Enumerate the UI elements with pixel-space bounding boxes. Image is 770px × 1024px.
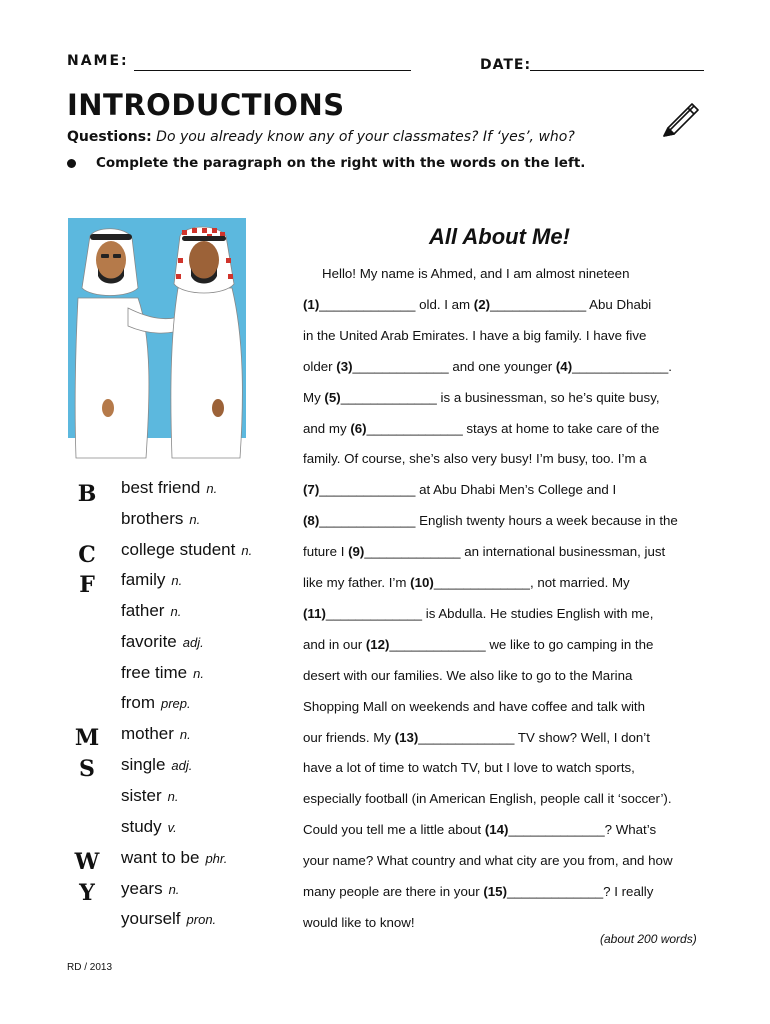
word-bank-item: favorite adj. — [121, 632, 204, 651]
paragraph-line — [303, 513, 678, 528]
instruction-text: Complete the paragraph on the right with the words on the left. — [96, 155, 586, 171]
blank-number: (9) — [348, 544, 365, 560]
blank-number: (2) — [473, 296, 491, 312]
blank-number: (3) — [336, 358, 353, 374]
paragraph-text: Shopping Mall on weekends and have coffee and talk with — [303, 698, 646, 714]
paragraph-text: Hello! My name is Ahmed, and I am almost nineteen — [322, 266, 630, 281]
paragraph-line — [303, 730, 650, 745]
paragraph-line — [303, 390, 660, 405]
word-bank-item: study v. — [121, 817, 177, 836]
paragraph-line — [303, 637, 653, 652]
two-men-illustration — [68, 218, 246, 471]
paragraph-text: _____________ TV show? Well, I don’t — [418, 729, 650, 745]
bullet-icon — [67, 159, 76, 168]
paragraph-text: future I — [303, 544, 349, 560]
paragraph-text: your name? What country and what city are you from, and how — [303, 853, 673, 869]
paragraph-line — [303, 451, 647, 466]
paragraph-line — [303, 853, 673, 868]
blank-number: (10) — [410, 575, 434, 590]
blank-number: (7) — [303, 482, 320, 498]
paragraph-title: All About Me! — [429, 224, 570, 249]
name-field-line[interactable] — [134, 70, 411, 71]
name-label: NAME: — [67, 53, 129, 69]
paragraph-text: desert with our families. We also like to go to the Marina — [303, 667, 633, 683]
paragraph-line — [303, 482, 616, 497]
paragraph-line — [303, 421, 659, 436]
letter-s: S — [79, 756, 95, 782]
word-bank-item: family n. — [121, 570, 183, 589]
word-bank-item: from prep. — [121, 693, 191, 712]
paragraph-text: _____________ is Abdulla. He studies English with me, — [325, 605, 654, 621]
paragraph-text: older — [303, 358, 337, 374]
word-bank-item: want to be phr. — [121, 848, 228, 867]
paragraph-line — [303, 699, 645, 714]
footer-credit: RD / 2013 — [67, 962, 113, 973]
paragraph-line — [303, 884, 653, 899]
blank-number: (4) — [555, 358, 573, 374]
paragraph-text: My — [303, 389, 325, 405]
blank-number: (11) — [303, 605, 326, 621]
blank-number: (12) — [365, 636, 390, 652]
paragraph-line — [303, 328, 646, 343]
paragraph-line — [303, 544, 665, 559]
paragraph-text: _____________ Abu Dhabi — [490, 296, 652, 312]
paragraph-line — [303, 915, 415, 930]
questions-label: Questions: — [67, 129, 152, 145]
paragraph-line — [303, 575, 630, 590]
paragraph-text: _____________ an international businessman, just — [364, 544, 666, 560]
paragraph-text: and in our — [303, 636, 366, 652]
paragraph-text: _____________? I really — [507, 884, 654, 899]
paragraph-line — [303, 668, 632, 683]
paragraph-text: _____________. — [572, 358, 672, 374]
paragraph-line — [303, 791, 672, 806]
date-field-line[interactable] — [530, 70, 704, 71]
blank-number: (6) — [350, 420, 367, 436]
letter-m: M — [74, 725, 100, 751]
paragraph-text: _____________, not married. My — [433, 575, 630, 590]
paragraph-text: and my — [303, 420, 351, 436]
paragraph-text: especially football (in American English, people call it ‘soccer’). — [303, 791, 672, 807]
paragraph-line — [303, 606, 653, 621]
letter-y: Y — [79, 880, 95, 906]
page-title: INTRODUCTIONS — [67, 88, 345, 122]
paragraph-text: _____________ is a businessman, so he’s quite busy, — [340, 389, 660, 405]
paragraph-text: like my father. I’m — [303, 575, 411, 590]
word-bank-item: best friend n. — [121, 478, 218, 497]
word-bank-item: single adj. — [121, 755, 193, 774]
paragraph-text: _____________ and one younger — [352, 358, 556, 374]
paragraph-text: _____________ stays at home to take care of the — [366, 420, 660, 436]
word-bank-item: years n. — [121, 879, 180, 898]
paragraph-text: family. Of course, she’s also very busy! I’m busy, too. I’m a — [303, 451, 647, 467]
date-label: DATE: — [480, 57, 532, 73]
letter-f: F — [79, 572, 95, 598]
paragraph-text: in the United Arab Emirates. I have a big family. I have five — [303, 327, 647, 343]
paragraph-text: many people are there in your — [303, 884, 484, 899]
paragraph-line — [303, 297, 651, 312]
paragraph-line — [322, 266, 629, 281]
letter-b: B — [77, 481, 97, 507]
word-bank-item: free time n. — [121, 663, 204, 682]
paragraph-text: have a lot of time to watch TV, but I love to watch sports, — [303, 760, 635, 776]
blank-number: (1) — [303, 296, 320, 312]
blank-number: (14) — [484, 822, 509, 838]
blank-number: (5) — [324, 389, 341, 405]
word-bank-item: yourself pron. — [121, 909, 217, 928]
paragraph-text: _____________ at Abu Dhabi Men’s College and I — [319, 482, 617, 498]
questions-line — [67, 129, 575, 145]
paragraph-line — [303, 359, 672, 374]
word-bank-item: father n. — [121, 601, 182, 620]
word-bank-item: sister n. — [121, 786, 179, 805]
word-bank-item: college student n. — [121, 540, 253, 559]
paragraph-line — [303, 760, 635, 775]
questions-text: Do you already know any of your classmates? If ‘yes’, who? — [156, 129, 575, 145]
letter-w: W — [74, 849, 100, 875]
paragraph-text: _____________ old. I am — [319, 296, 474, 312]
blank-number: (13) — [394, 729, 419, 745]
letter-c: C — [78, 542, 96, 568]
paragraph-line — [303, 822, 656, 837]
paragraph-text: _____________ we like to go camping in the — [389, 636, 654, 652]
pencil-icon — [660, 98, 704, 138]
word-count-note: (about 200 words) — [600, 932, 697, 946]
paragraph-text: _____________? What’s — [508, 822, 657, 838]
word-bank-item: brothers n. — [121, 509, 201, 528]
blank-number: (8) — [303, 513, 320, 529]
paragraph-text: Could you tell me a little about — [303, 822, 485, 838]
paragraph-text: would like to know! — [303, 914, 415, 930]
word-bank-item: mother n. — [121, 724, 191, 743]
paragraph-text: our friends. My — [303, 729, 395, 745]
paragraph-text: _____________ English twenty hours a week because in the — [319, 513, 678, 529]
blank-number: (15) — [483, 884, 508, 899]
